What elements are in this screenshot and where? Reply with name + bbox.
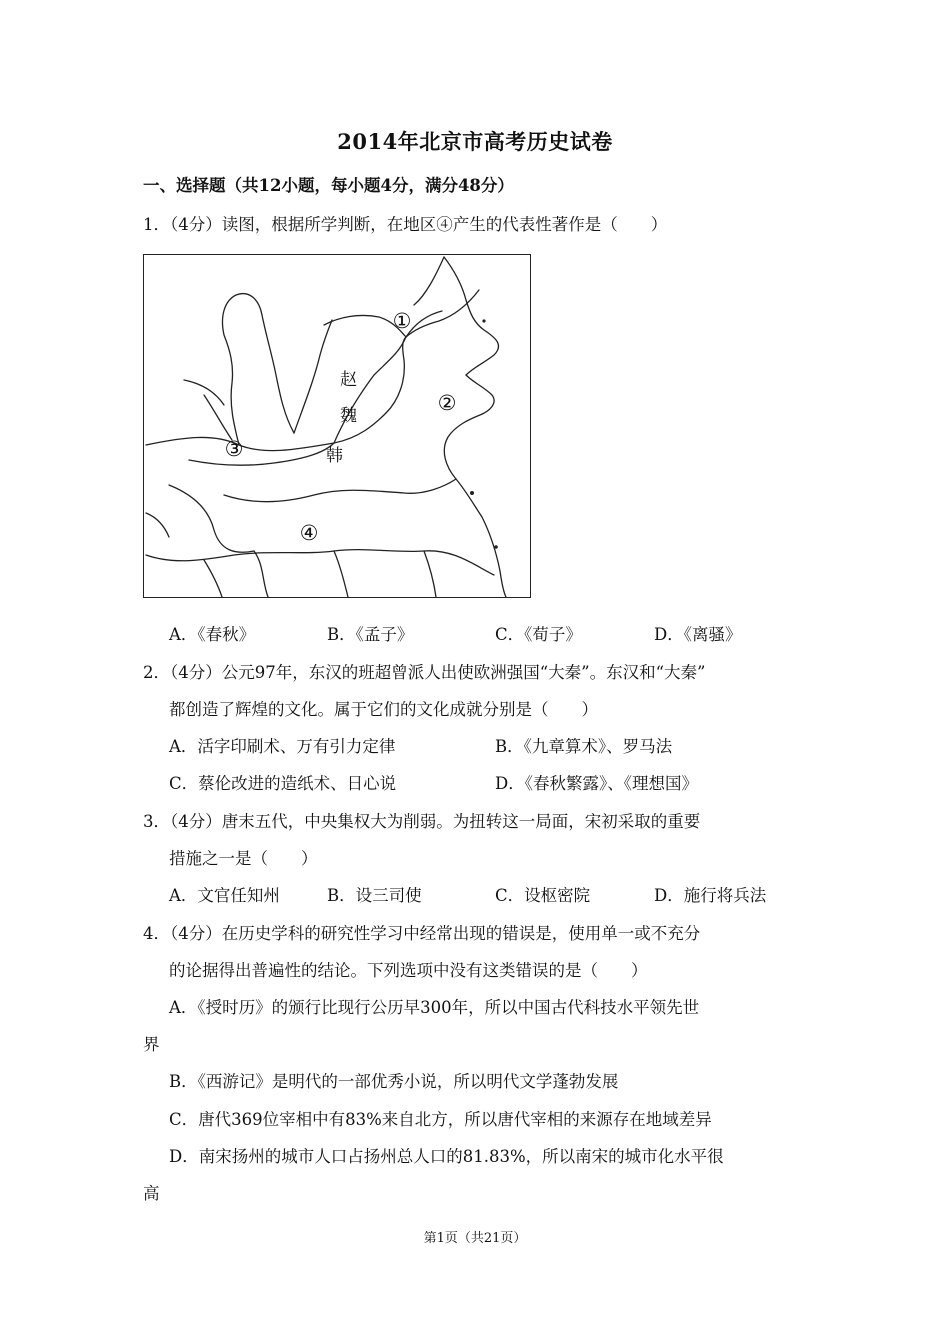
q3-option-a: A．文官任知州 — [169, 886, 280, 905]
q1-option-a: A．《春秋》 — [169, 625, 256, 644]
river-south-trib1 — [204, 560, 222, 597]
island-mark — [482, 319, 485, 322]
q1-stem: 1．（4分）读图，根据所学判断，在地区④产生的代表性著作是（ ） — [143, 215, 668, 234]
q2-option-d: D．《春秋繁露》、《理想国》 — [495, 774, 698, 793]
q1-option-c: C．《荀子》 — [495, 625, 582, 644]
q4-stem-line2: 的论据得出普遍性的结论。下列选项中没有这类错误的是（ ） — [169, 961, 648, 980]
q2-stem-line2: 都创造了辉煌的文化。属于它们的文化成就分别是（ ） — [169, 700, 598, 719]
q2-option-a: A．活字印刷术、万有引力定律 — [169, 737, 396, 756]
river-yangtze — [146, 550, 494, 575]
q3-stem-line2: 措施之一是（ ） — [169, 849, 318, 868]
river-west-trib — [204, 395, 232, 440]
q4-option-a-line1: A．《授时历》的颁行比现行公历早300年，所以中国古代科技水平领先世 — [169, 998, 700, 1017]
q4-stem-line1: 4．（4分）在历史学科的研究性学习中经常出现的错误是，使用单一或不充分 — [143, 924, 701, 943]
q1-option-d: D．《离骚》 — [654, 625, 742, 644]
river-north-west — [184, 380, 224, 405]
q3-option-d: D．施行将兵法 — [654, 886, 767, 905]
q2-stem-line1: 2．（4分）公元97年，东汉的班超曾派人出使欧洲强国“大秦”。东汉和“大秦” — [143, 663, 706, 682]
marker-4: ④ — [299, 521, 319, 545]
island-mark — [494, 545, 498, 549]
river-north-branch — [406, 290, 479, 337]
map-drawing — [144, 255, 530, 597]
q3-option-b: B．设三司使 — [327, 886, 422, 905]
marker-1: ① — [392, 309, 412, 333]
coastline-bay — [414, 257, 444, 305]
island-mark — [470, 491, 474, 495]
river-south-trib2 — [334, 551, 348, 597]
section-heading: 一、选择题（共12小题，每小题4分，满分48分） — [143, 176, 514, 195]
river-fen — [294, 320, 332, 433]
river-south-trib3 — [424, 551, 436, 597]
label-wei: 魏 — [340, 406, 357, 426]
river-west-edge — [146, 513, 169, 537]
warring-states-map — [143, 254, 531, 598]
river-huai — [224, 479, 456, 502]
river-sw — [254, 551, 268, 597]
label-han: 韩 — [326, 446, 343, 466]
label-zhao: 赵 — [340, 370, 357, 390]
coastline-north — [444, 257, 499, 375]
q4-option-d-line2: 高 — [143, 1184, 160, 1203]
q2-option-b: B．《九章算术》、罗马法 — [495, 737, 673, 756]
q4-option-c: C．唐代369位宰相中有83%来自北方，所以唐代宰相的来源存在地域差异 — [169, 1110, 712, 1129]
page-footer: 第1页（共21页） — [423, 1231, 527, 1246]
q2-option-c: C．蔡伦改进的造纸术、日心说 — [169, 774, 397, 793]
marker-3: ③ — [224, 437, 244, 461]
page-title: 2014年北京市高考历史试卷 — [337, 129, 613, 154]
river-yellow-north-loop — [223, 294, 295, 445]
river-yellow — [146, 337, 406, 451]
q4-option-b: B．《西游记》是明代的一部优秀小说，所以明代文学蓬勃发展 — [169, 1072, 619, 1091]
q4-option-a-line2: 界 — [143, 1035, 160, 1054]
q3-option-c: C．设枢密院 — [495, 886, 591, 905]
q1-option-b: B．《孟子》 — [327, 625, 414, 644]
marker-2: ② — [437, 391, 457, 415]
q4-option-d-line1: D．南宋扬州的城市人口占扬州总人口的81.83%，所以南宋的城市化水平很 — [169, 1147, 724, 1166]
river-han — [169, 485, 254, 552]
q3-stem-line1: 3．（4分）唐末五代，中央集权大为削弱。为扭转这一局面，宋初采取的重要 — [143, 812, 701, 831]
